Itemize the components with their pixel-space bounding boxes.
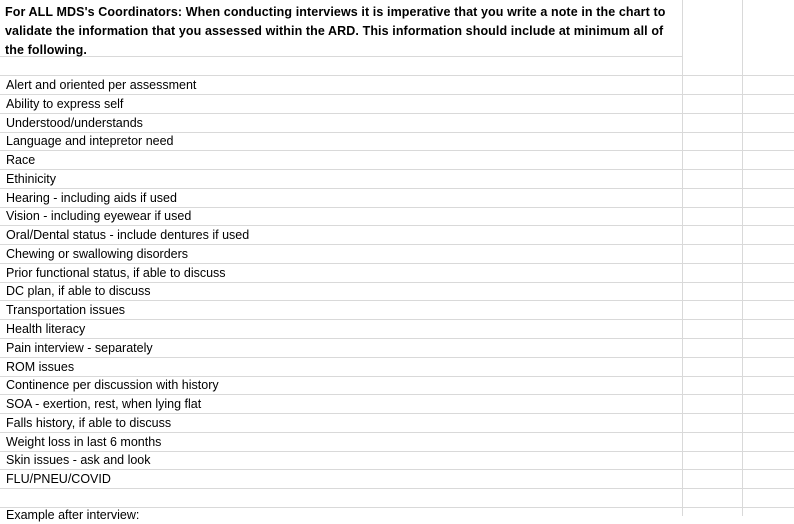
list-item: ROM issues: [6, 359, 75, 374]
list-row[interactable]: [0, 132, 794, 151]
list-item: Oral/Dental status - include dentures if used: [6, 228, 250, 243]
list-row[interactable]: [0, 95, 794, 114]
list-item: FLU/PNEU/COVID: [6, 472, 111, 487]
list-item: Ability to express self: [6, 96, 124, 111]
list-row[interactable]: [0, 151, 794, 170]
list-row[interactable]: [0, 339, 794, 358]
instruction-cell[interactable]: [0, 0, 682, 57]
list-item: Ethinicity: [6, 171, 57, 186]
list-item: Health literacy: [6, 322, 86, 336]
list-item: Language and intepretor need: [6, 134, 174, 149]
blank-row[interactable]: [0, 489, 794, 508]
list-item: SOA - exertion, rest, when lying flat: [6, 397, 202, 412]
list-item: Continence per discussion with history: [6, 378, 219, 393]
instruction-text: For ALL MDS's Coordinators: When conducting interviews it is imperative that you write a note in the chart to validate the information that you assessed within the ARD. This information should include at minimum all of the following.: [5, 5, 666, 57]
list-row[interactable]: [0, 226, 794, 245]
list-item: Alert and oriented per assessment: [6, 78, 197, 92]
list-row[interactable]: [0, 207, 794, 226]
list-row[interactable]: [0, 358, 794, 377]
list-item: Hearing - including aids if used: [6, 190, 177, 205]
list-row[interactable]: [0, 170, 794, 189]
list-item: Understood/understands: [6, 115, 143, 130]
list-row[interactable]: [0, 395, 794, 414]
list-item: Transportation issues: [6, 303, 126, 318]
list-row[interactable]: [0, 433, 794, 452]
list-row[interactable]: [0, 245, 794, 264]
list-row[interactable]: [0, 376, 794, 395]
cut-off-cell-text: Example after interview:: [6, 508, 140, 522]
list-item: Weight loss in last 6 months: [6, 434, 162, 449]
list-row[interactable]: [0, 114, 794, 133]
list-row[interactable]: [0, 451, 794, 470]
list-item: Prior functional status, if able to discuss: [6, 265, 226, 280]
list-row[interactable]: [0, 301, 794, 320]
list-item: Pain interview - separately: [6, 340, 153, 355]
list-item: Vision - including eyewear if used: [6, 209, 192, 224]
list-row[interactable]: [0, 189, 794, 208]
list-item: Skin issues - ask and look: [6, 453, 151, 468]
list-item: Falls history, if able to discuss: [6, 415, 172, 430]
list-row[interactable]: [0, 282, 794, 301]
list-row[interactable]: [0, 76, 794, 95]
list-row[interactable]: [0, 414, 794, 433]
list-row[interactable]: [0, 320, 794, 339]
blank-row[interactable]: [0, 57, 794, 76]
list-item: Chewing or swallowing disorders: [6, 246, 189, 261]
list-item: Race: [6, 153, 36, 168]
list-item: DC plan, if able to discuss: [6, 284, 151, 299]
list-row[interactable]: [0, 264, 794, 283]
list-row[interactable]: [0, 470, 794, 489]
